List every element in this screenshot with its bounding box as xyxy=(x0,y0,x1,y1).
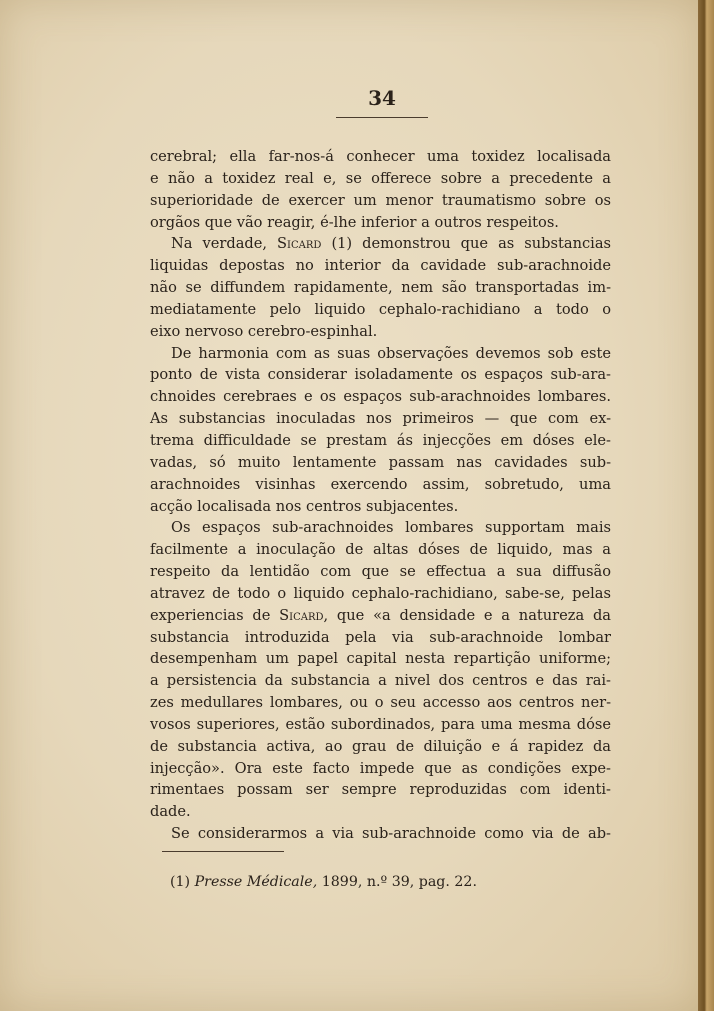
text-line: vosos superiores, estão subordinados, para uma mesma dóse xyxy=(150,715,611,733)
text-line: liquidas depostas no interior da cavidade sub-arachnoide xyxy=(150,257,611,275)
text-line: orgãos que vão reagir, é-lhe inferior a outros respeitos. xyxy=(150,213,559,231)
text-line: superioridade de exercer um menor traumatismo sobre os xyxy=(150,191,611,209)
text-line: Os espaços sub-arachnoides lombares supportam mais xyxy=(171,519,611,537)
text-line: eixo nervoso cerebro-espinhal. xyxy=(150,322,378,340)
text-line: Na verdade, Sicard (1) demonstrou que as substancias xyxy=(171,235,612,253)
text-line: trema difficuldade se prestam ás injecções em dóses ele- xyxy=(150,431,611,449)
body-text xyxy=(150,146,611,845)
page-number: 34 xyxy=(368,86,396,110)
text-line: respeito da lentidão com que se effectua a sua diffusão xyxy=(150,563,611,581)
text-line: experiencias de Sicard, que «a densidade e a natureza da xyxy=(150,606,612,624)
footnote-source: Presse Médicale, xyxy=(194,874,318,890)
text-line: injecção». Ora este facto impede que as condições expe- xyxy=(150,759,611,777)
text-line: acção localisada nos centros subjacentes. xyxy=(150,497,459,515)
book-spine-edge xyxy=(698,0,714,1011)
text-line: mediatamente pelo liquido cephalo-rachidiano a todo o xyxy=(150,300,611,318)
text-line: e não a toxidez real e, se offerece sobre a precedente a xyxy=(150,169,611,187)
text-line: Se considerarmos a via sub-arachnoide como via de ab- xyxy=(171,825,611,843)
footnote-details: 1899, n.º 39, pag. 22. xyxy=(321,874,477,890)
text-line: não se diffundem rapidamente, nem são transportadas im- xyxy=(150,279,611,297)
text-line: arachnoides visinhas exercendo assim, sobretudo, uma xyxy=(150,475,611,493)
text-line: rimentaes possam ser sempre reproduzidas com identi- xyxy=(150,781,611,799)
text-line: ponto de vista considerar isoladamente os espaços sub-ara- xyxy=(150,366,611,384)
footnote-marker: (1) xyxy=(170,874,191,890)
text-line: vadas, só muito lentamente passam nas cavidades sub- xyxy=(150,453,611,471)
text-line: a persistencia da substancia a nivel dos centros e das rai- xyxy=(150,672,611,690)
text-line: cerebral; ella far-nos-á conhecer uma toxidez localisada xyxy=(150,148,611,165)
text-line: de substancia activa, ao grau de diluição e á rapidez da xyxy=(150,737,611,755)
paragraph xyxy=(150,823,611,845)
paragraph xyxy=(150,146,611,233)
footnote-rule xyxy=(162,851,284,852)
paragraph xyxy=(150,343,611,518)
text-line: chnoides cerebraes e os espaços sub-arachnoides lombares. xyxy=(150,388,611,406)
text-line: dade. xyxy=(150,803,191,821)
header-rule xyxy=(336,117,428,118)
text-line: substancia introduzida pela via sub-arachnoide lombar xyxy=(150,628,611,646)
text-line: facilmente a inoculação de altas dóses de liquido, mas a xyxy=(150,541,611,559)
text-line: desempenham um papel capital nesta repartição uniforme; xyxy=(150,650,611,668)
paragraph xyxy=(150,517,611,823)
text-line: atravez de todo o liquido cephalo-rachidiano, sabe-se, pelas xyxy=(150,584,611,602)
footnote xyxy=(170,874,477,890)
paragraph xyxy=(150,233,611,342)
text-line: De harmonia com as suas observações devemos sob este xyxy=(171,344,611,362)
text-line: zes medullares lombares, ou o seu accesso aos centros ner- xyxy=(150,694,611,712)
text-line: As substancias inoculadas nos primeiros — que com ex- xyxy=(150,410,611,428)
